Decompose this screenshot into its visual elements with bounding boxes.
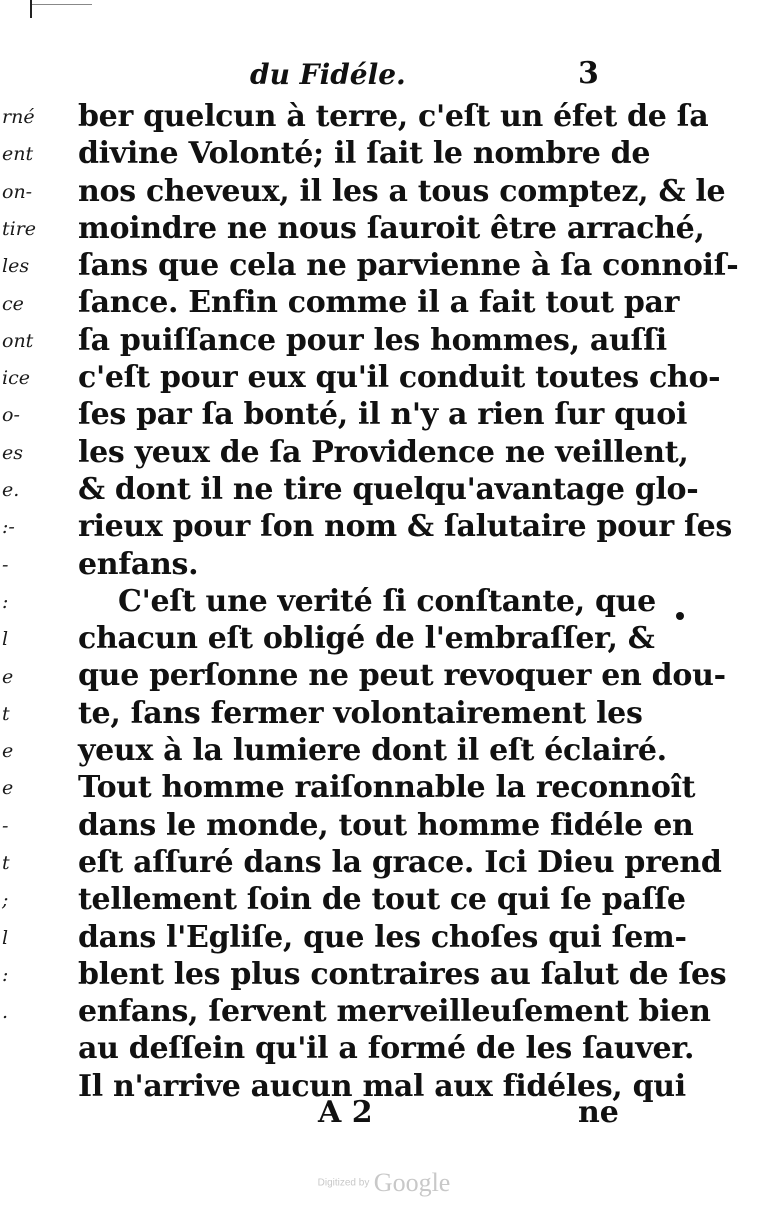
page-footer [0,1095,768,1135]
margin-fragment: les [2,255,30,278]
text-line: enfans. [78,546,199,582]
text-line: Tout homme raiſonnable la reconnoît [78,770,696,806]
text-line: c'eſt pour eux qu'il conduit toutes cho- [78,360,721,396]
margin-fragment: ; [2,889,9,912]
margin-fragment: e [2,777,14,800]
running-title: du Fidéle. [250,58,406,91]
margin-fragment: es [2,441,23,464]
text-line: yeux à la lumiere dont il eſt éclairé. [78,733,667,769]
text-line: enfans, ſervent merveilleuſement bien [78,994,711,1030]
text-line: au deſſein qu'il a formé de les ſauver. [78,1031,695,1067]
text-line: ber quelcun à terre, c'eſt un éfet de ſa [78,99,709,134]
body-text [78,98,739,1105]
margin-fragment: e [2,740,14,763]
signature-mark: A 2 [318,1095,373,1130]
text-line: moindre ne nous ſauroit être arraché, [78,210,705,246]
margin-fragment: ice [2,367,30,390]
text-line: ſes par ſa bonté, il n'y a rien ſur quoi [78,397,688,433]
margin-fragment: - [2,553,9,576]
margin-fragment: t [2,852,10,874]
text-line: chacun eſt obligé de l'embraſſer, & [78,621,655,657]
margin-fragment: ce [2,292,24,315]
text-line: blent les plus contraires au ſalut de ſes [78,956,727,992]
text-line: dans le monde, tout homme fidéle en [78,807,694,843]
ink-speck [676,612,684,620]
text-line: C'eſt une verité ſi conſtante, que [118,583,656,619]
text-line: ſans que cela ne parvienne à ſa connoiſ- [78,248,739,284]
text-line: ſance. Enfin comme il a fait tout par [78,285,680,321]
margin-fragment: ent [2,143,34,166]
text-line: & dont il ne tire quelqu'avantage glo- [78,471,699,507]
digitization-watermark [0,1168,768,1198]
margin-fragment: l [2,628,9,651]
text-line: ſa puiſſance pour les hommes, auſſi [78,322,667,358]
margin-fragment: l [2,926,9,949]
text-line: te, ſans fermer volontairement les [78,695,643,731]
catchword: ne [578,1095,619,1130]
text-line: les yeux de ſa Providence ne veillent, [78,434,689,470]
text-line: nos cheveux, il les a tous comptez, & le [78,173,726,209]
margin-fragment: : [2,590,9,613]
text-line: que perſonne ne peut revoquer en dou- [78,658,726,694]
watermark-prefix: Digitized by [317,1177,370,1189]
margin-fragment: . [2,1001,9,1024]
top-rule [32,4,92,5]
margin-fragment: o- [2,404,20,427]
margin-mark [30,0,32,18]
text-line: eſt aſſuré dans la grace. Ici Dieu prend [78,844,722,880]
margin-fragment: on- [2,180,33,203]
margin-fragment: e [2,665,14,688]
text-line: dans l'Egliſe, que les choſes qui ſem- [78,919,687,955]
margin-fragment: e. [2,479,20,501]
margin-fragment: : [2,963,9,986]
page-number: 3 [578,56,599,91]
text-line: rieux pour ſon nom & ſalutaire pour ſes [78,509,732,545]
text-line: divine Volonté; il ſait le nombre de [78,136,651,172]
margin-fragment: ont [2,329,34,352]
google-logo: Google [373,1168,451,1197]
page-header [0,58,768,94]
margin-fragment: t [2,702,10,725]
margin-fragment: :- [2,516,15,539]
margin-fragment: rné [2,106,35,128]
margin-fragment: tire [2,217,37,240]
facing-page-margin [0,100,40,1130]
text-line: tellement ſoin de tout ce qui ſe paſſe [78,882,686,918]
text-line: Il n'arrive aucun mal aux fidéles, qui [78,1068,686,1104]
margin-fragment: - [2,814,9,837]
